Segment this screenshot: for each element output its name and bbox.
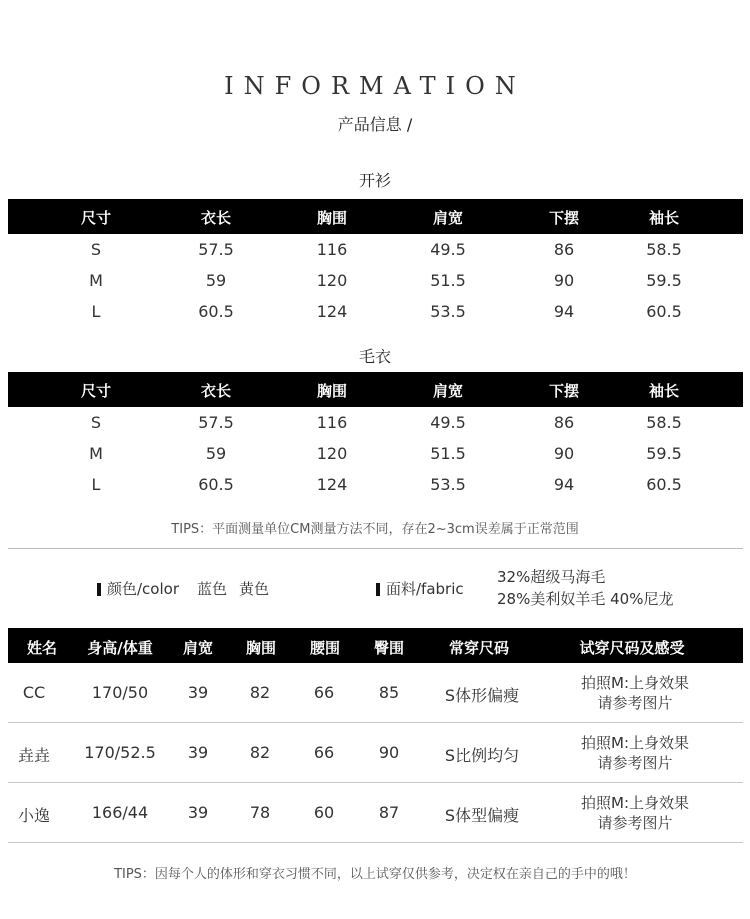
header-usual-size: 常穿尺码 [448, 639, 510, 657]
color-value-yellow: 黄色 [239, 580, 270, 598]
try-note-line-1: 拍照M:上身效果 [581, 674, 689, 692]
cell-shoulder: 39 [187, 803, 209, 822]
cell-size: S [90, 413, 102, 432]
color-fabric-row [0, 566, 750, 616]
fabric-line-1: 32%超级马海毛 [497, 568, 606, 586]
cell-usual-size: S体形偏瘦 [444, 686, 520, 705]
cell-shoulder: 49.5 [430, 413, 466, 432]
cell-shoulder: 51.5 [430, 271, 466, 290]
measurement-tips: TIPS：平面测量单位CM测量方法不同，存在2~3cm误差属于正常范围 [171, 522, 579, 537]
try-note-line-1: 拍照M:上身效果 [581, 734, 689, 752]
cell-hem: 94 [553, 302, 575, 321]
cell-size: L [91, 302, 101, 321]
cardigan-size-table [8, 199, 743, 327]
header-hem: 下摆 [548, 209, 580, 227]
cell-length: 57.5 [198, 413, 234, 432]
cell-size: L [91, 475, 101, 494]
cell-length: 60.5 [198, 475, 234, 494]
cell-sleeve: 59.5 [646, 271, 682, 290]
table-row [8, 296, 743, 327]
cell-try-size [581, 733, 689, 773]
cell-waist: 66 [313, 743, 335, 762]
fabric-label: 面料/fabric [386, 580, 464, 598]
header-chest: 胸围 [316, 382, 348, 400]
color-value-blue: 蓝色 [197, 580, 228, 598]
cell-chest: 124 [316, 302, 348, 321]
cell-chest: 116 [316, 240, 348, 259]
cell-hem: 90 [553, 444, 575, 463]
cell-chest: 124 [316, 475, 348, 494]
header-size: 尺寸 [80, 382, 112, 400]
table-row [8, 783, 743, 843]
cell-shoulder: 39 [187, 683, 209, 702]
cell-height-weight: 170/52.5 [84, 743, 156, 762]
fabric-info [376, 578, 464, 599]
header-shoulder: 肩宽 [182, 639, 214, 657]
try-table-header [8, 628, 743, 663]
size-table-header [8, 199, 743, 234]
cell-shoulder: 39 [187, 743, 209, 762]
cell-sleeve: 60.5 [646, 475, 682, 494]
cell-usual-size: S体型偏瘦 [444, 806, 520, 825]
fabric-line-2: 28%美利奴羊毛 40%尼龙 [497, 590, 674, 608]
cell-waist: 66 [313, 683, 335, 702]
cell-sleeve: 58.5 [646, 240, 682, 259]
try-note-line-2: 请参考图片 [597, 694, 673, 712]
table-row [8, 234, 743, 265]
cell-hem: 86 [553, 240, 575, 259]
table-row [8, 663, 743, 723]
cell-length: 59 [205, 271, 227, 290]
color-label: 颜色/color [107, 580, 179, 598]
cardigan-title: 开衫 [358, 171, 391, 190]
cell-shoulder: 53.5 [430, 302, 466, 321]
header-shoulder: 肩宽 [432, 209, 464, 227]
cell-shoulder: 51.5 [430, 444, 466, 463]
try-note-line-2: 请参考图片 [597, 814, 673, 832]
cell-usual-size: S比例均匀 [444, 746, 520, 765]
cell-try-size [581, 793, 689, 833]
color-info [97, 578, 269, 599]
table-row [8, 407, 743, 438]
divider [8, 548, 743, 549]
cell-chest: 120 [316, 271, 348, 290]
header-height-weight: 身高/体重 [87, 639, 153, 657]
cell-sleeve: 58.5 [646, 413, 682, 432]
info-title-cn: 产品信息 / [337, 115, 413, 134]
cell-hip: 85 [378, 683, 400, 702]
cell-size: S [90, 240, 102, 259]
header-size: 尺寸 [80, 209, 112, 227]
cell-length: 59 [205, 444, 227, 463]
try-on-table [8, 628, 743, 843]
cell-hem: 86 [553, 413, 575, 432]
cell-length: 57.5 [198, 240, 234, 259]
cell-try-size [581, 673, 689, 713]
header-hip: 臀围 [373, 639, 405, 657]
header-sleeve: 袖长 [648, 382, 680, 400]
header-waist: 腰围 [309, 639, 341, 657]
header-hem: 下摆 [548, 382, 580, 400]
header-try-size: 试穿尺码及感受 [579, 639, 685, 657]
cell-chest: 120 [316, 444, 348, 463]
cell-length: 60.5 [198, 302, 234, 321]
cell-height-weight: 170/50 [91, 683, 149, 702]
cell-chest: 82 [249, 743, 271, 762]
cell-sleeve: 59.5 [646, 444, 682, 463]
header-shoulder: 肩宽 [432, 382, 464, 400]
cell-size: M [89, 444, 103, 463]
table-row [8, 723, 743, 783]
header-length: 衣长 [200, 382, 232, 400]
table-row [8, 265, 743, 296]
bullet-marker [97, 583, 101, 596]
header-chest: 胸围 [245, 639, 277, 657]
header-length: 衣长 [200, 209, 232, 227]
try-on-tips: TIPS：因每个人的体形和穿衣习惯不同，以上试穿仅供参考，决定权在亲自己的手中的哦！ [114, 867, 636, 882]
info-title-en: INFORMATION [224, 72, 526, 100]
cell-shoulder: 53.5 [430, 475, 466, 494]
try-note-line-2: 请参考图片 [597, 754, 673, 772]
fabric-composition [497, 566, 673, 610]
cell-sleeve: 60.5 [646, 302, 682, 321]
cell-chest: 82 [249, 683, 271, 702]
cell-chest: 78 [249, 803, 271, 822]
cell-shoulder: 49.5 [430, 240, 466, 259]
sweater-title: 毛衣 [358, 347, 391, 366]
cell-size: M [89, 271, 103, 290]
cell-height-weight: 166/44 [91, 803, 149, 822]
size-table-header [8, 372, 743, 407]
table-row [8, 438, 743, 469]
cell-waist: 60 [313, 803, 335, 822]
cell-name: 小逸 [17, 806, 51, 825]
header-sleeve: 袖长 [648, 209, 680, 227]
cell-hip: 90 [378, 743, 400, 762]
cell-name: CC [22, 683, 46, 702]
try-note-line-1: 拍照M:上身效果 [581, 794, 689, 812]
cell-chest: 116 [316, 413, 348, 432]
sweater-size-table [8, 372, 743, 500]
header-chest: 胸围 [316, 209, 348, 227]
cell-hem: 94 [553, 475, 575, 494]
bullet-marker [376, 583, 380, 596]
cell-hem: 90 [553, 271, 575, 290]
cell-name: 垚垚 [17, 746, 51, 765]
table-row [8, 469, 743, 500]
header-name: 姓名 [26, 639, 58, 657]
cell-hip: 87 [378, 803, 400, 822]
